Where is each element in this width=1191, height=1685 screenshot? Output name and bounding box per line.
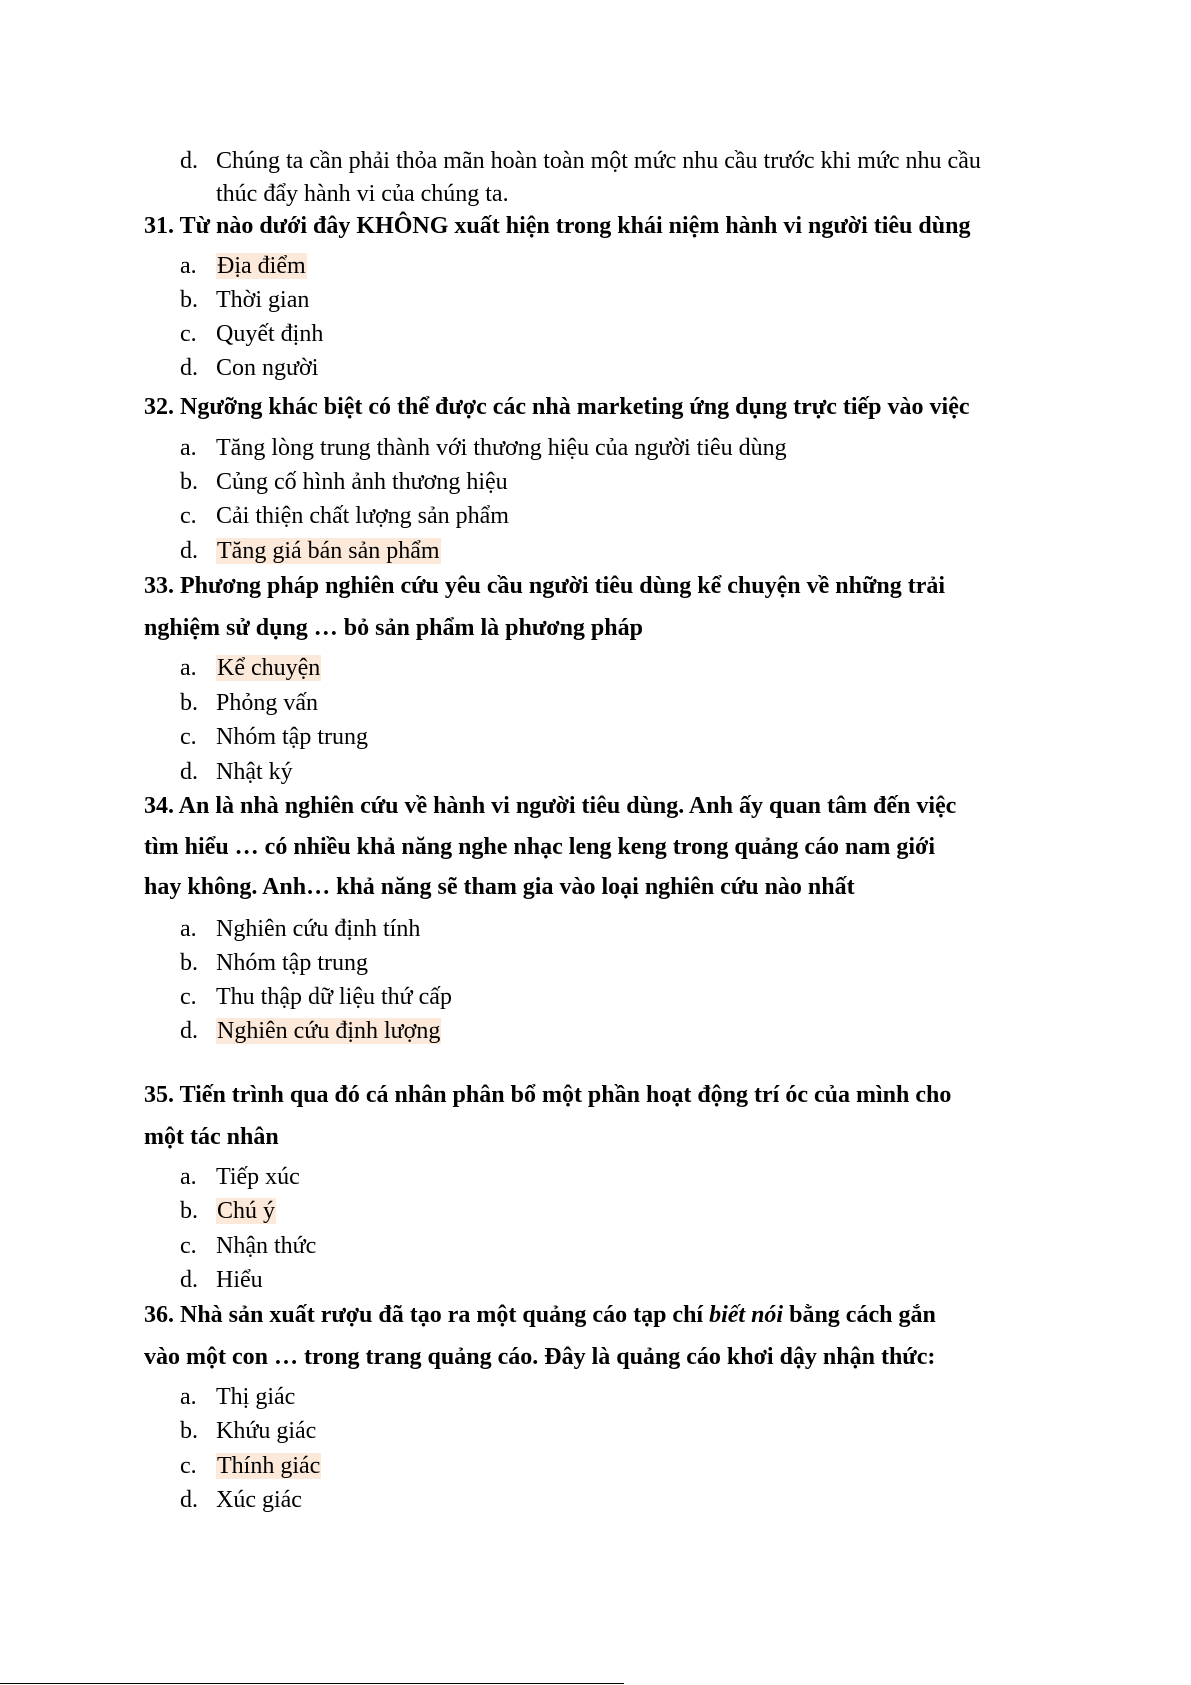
q31-option-b: [180, 285, 309, 315]
option-letter: a.: [180, 1164, 197, 1190]
q31-option-c: [180, 319, 323, 349]
option-text: Quyết định: [216, 321, 324, 347]
q32-option-a: [180, 433, 787, 463]
option-letter: d.: [180, 1018, 198, 1044]
option-text: Thu thập dữ liệu thứ cấp: [216, 984, 452, 1010]
q32-option-b: [180, 467, 508, 497]
option-letter: d.: [180, 1487, 198, 1513]
q33-option-a: [180, 653, 321, 683]
prev-option-d-continued: thúc đẩy hành vi của chúng ta.: [216, 181, 509, 207]
q34-option-b: [180, 948, 368, 978]
question-33-line-2: nghiệm sử dụng … bỏ sản phẩm là phương pháp: [144, 615, 643, 641]
option-text: Cải thiện chất lượng sản phẩm: [216, 503, 509, 529]
question-34-line-3: hay không. Anh… khả năng sẽ tham gia vào loại nghiên cứu nào nhất: [144, 874, 855, 900]
question-36-line-1: [144, 1300, 936, 1330]
option-letter: b.: [180, 690, 198, 716]
option-letter: b.: [180, 1198, 198, 1224]
q36-option-b: [180, 1416, 316, 1446]
option-letter: a.: [180, 916, 197, 942]
q33-option-c: [180, 722, 368, 752]
option-text: Con người: [216, 355, 319, 381]
option-letter: c.: [180, 321, 197, 347]
question-34-line-2: tìm hiểu … có nhiều khả năng nghe nhạc leng keng trong quảng cáo nam giới: [144, 834, 936, 860]
option-text: Chúng ta cần phải thỏa mãn hoàn toàn một mức nhu cầu trước khi mức nhu cầu: [216, 148, 981, 174]
q31-option-d: [180, 353, 318, 383]
question-34-line-1: 34. An là nhà nghiên cứu về hành vi người tiêu dùng. Anh ấy quan tâm đến việc: [144, 793, 957, 819]
q32-option-c: [180, 501, 509, 531]
option-letter: b.: [180, 469, 198, 495]
option-text-highlighted: Chú ý: [217, 1198, 276, 1224]
option-letter: c.: [180, 984, 197, 1010]
question-36-text-start: 36. Nhà sản xuất rượu đã tạo ra một quảng cáo tạp chí: [144, 1302, 710, 1328]
option-letter: c.: [180, 1233, 197, 1259]
q35-option-a: [180, 1162, 300, 1192]
question-33-line-1: 33. Phương pháp nghiên cứu yêu cầu người tiêu dùng kể chuyện về những trải: [144, 573, 946, 599]
option-letter: c.: [180, 724, 197, 750]
q36-option-d: [180, 1485, 302, 1515]
q34-option-d: [180, 1016, 441, 1046]
option-text: Phỏng vấn: [216, 690, 318, 716]
option-text: Thị giác: [216, 1384, 296, 1410]
option-text-highlighted: Nghiên cứu định lượng: [217, 1018, 441, 1044]
question-36-italic-phrase: biết nói: [709, 1302, 784, 1328]
option-letter: d.: [180, 1267, 198, 1293]
option-text: Củng cố hình ảnh thương hiệu: [216, 469, 508, 495]
option-text: Xúc giác: [216, 1487, 302, 1513]
option-text: Nhận thức: [216, 1233, 317, 1259]
q35-option-c: [180, 1231, 316, 1261]
option-letter: a.: [180, 253, 197, 279]
q35-option-b: [180, 1196, 276, 1226]
q36-option-a: [180, 1382, 295, 1412]
option-text-highlighted: Địa điểm: [217, 253, 306, 279]
option-text: Nhóm tập trung: [216, 950, 368, 976]
q33-option-b: [180, 688, 318, 718]
option-text-highlighted: Tăng giá bán sản phẩm: [217, 538, 440, 564]
option-letter: b.: [180, 950, 198, 976]
option-text: Nhật ký: [216, 759, 293, 785]
q32-option-d: [180, 536, 441, 566]
option-letter: d.: [180, 759, 198, 785]
option-text: Nghiên cứu định tính: [216, 916, 421, 942]
option-letter: d.: [180, 148, 198, 174]
question-36-line-2: vào một con … trong trang quảng cáo. Đây là quảng cáo khơi dậy nhận thức:: [144, 1344, 936, 1370]
option-text: Nhóm tập trung: [216, 724, 368, 750]
question-35-line-1: 35. Tiến trình qua đó cá nhân phân bổ một phần hoạt động trí óc của mình cho: [144, 1082, 952, 1108]
option-text: Khứu giác: [216, 1418, 317, 1444]
prev-option-d: [180, 146, 981, 176]
question-36-text-end: bằng cách gắn: [783, 1302, 936, 1328]
question-35-line-2: một tác nhân: [144, 1124, 279, 1150]
option-text-highlighted: Kể chuyện: [217, 655, 321, 681]
option-letter: b.: [180, 1418, 198, 1444]
option-letter: d.: [180, 538, 198, 564]
option-text-highlighted: Thính giác: [217, 1453, 321, 1479]
question-31: 31. Từ nào dưới đây KHÔNG xuất hiện trong khái niệm hành vi người tiêu dùng: [144, 213, 971, 239]
q33-option-d: [180, 757, 293, 787]
option-text: Thời gian: [216, 287, 310, 313]
option-text: Hiểu: [216, 1267, 263, 1293]
q34-option-c: [180, 982, 452, 1012]
option-text: Tăng lòng trung thành với thương hiệu của người tiêu dùng: [216, 435, 787, 461]
option-letter: a.: [180, 435, 197, 461]
option-letter: d.: [180, 355, 198, 381]
option-letter: a.: [180, 1384, 197, 1410]
option-text: Tiếp xúc: [216, 1164, 300, 1190]
page-bottom-rule-segment: [598, 1683, 624, 1684]
q35-option-d: [180, 1265, 263, 1295]
question-32: 32. Ngưỡng khác biệt có thể được các nhà marketing ứng dụng trực tiếp vào việc: [144, 394, 970, 420]
q31-option-a: [180, 251, 307, 281]
q34-option-a: [180, 914, 420, 944]
option-letter: c.: [180, 1453, 197, 1479]
option-letter: c.: [180, 503, 197, 529]
q36-option-c: [180, 1451, 321, 1481]
option-letter: b.: [180, 287, 198, 313]
option-letter: a.: [180, 655, 197, 681]
page-bottom-rule: [0, 1683, 600, 1684]
